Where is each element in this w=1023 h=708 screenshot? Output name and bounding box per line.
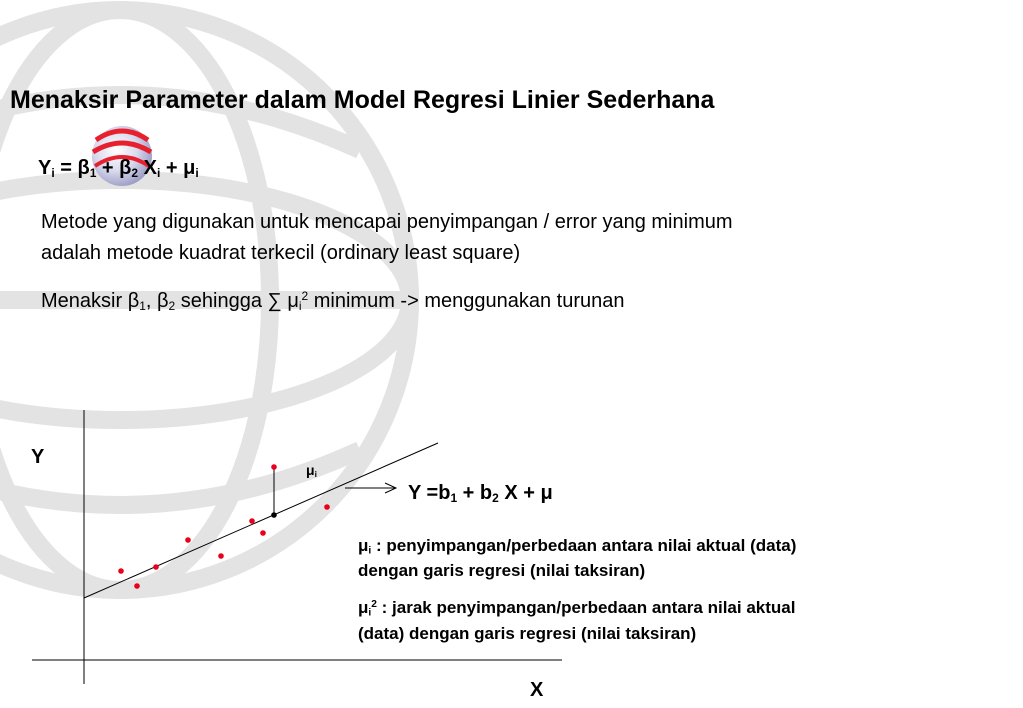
squared-residual-definition-line-2: (data) dengan garis regresi (nilai taksiran) [358, 624, 697, 643]
estimate-line: Menaksir $\beta_1$, $\beta_2$ sehingga ∑ $\mu_i^2$ minimum -> menggunakan turunan [41, 288, 625, 313]
method-line-2: adalah metode kuadrat terkecil (ordinary least square) [41, 242, 521, 264]
data-point [134, 583, 140, 589]
fitted-point [271, 512, 277, 518]
regression-formula: $Y_i = \beta_1 + \beta_2$ $X_i + \mu_i$ [38, 157, 199, 180]
x-axis-label: X [530, 679, 544, 701]
squared-residual-definition-line-1: $\mu_i^2$ : jarak penyimpangan/perbedaan antara nilai aktual [358, 598, 796, 619]
data-point [218, 553, 224, 559]
data-point [324, 504, 330, 510]
data-point [118, 568, 124, 574]
data-point [249, 518, 255, 524]
regression-equation: $Y =b_1 + b_2$ X + μ [408, 482, 553, 505]
data-point [271, 464, 277, 470]
residual-definition-line-1: $\mu_i$ : penyimpangan/perbedaan antara nilai aktual (data) [358, 536, 797, 557]
y-axis-label: Y [31, 446, 45, 468]
method-line-1: Metode yang digunakan untuk mencapai penyimpangan / error yang minimum [41, 211, 733, 233]
data-point [185, 537, 191, 543]
data-point [260, 530, 266, 536]
residual-label: $\mu_i$ [306, 462, 317, 480]
data-point [153, 564, 159, 570]
slide-title: Menaksir Parameter dalam Model Regresi Linier Sederhana [10, 86, 715, 114]
residual-definition-line-2: dengan garis regresi (nilai taksiran) [358, 561, 646, 580]
